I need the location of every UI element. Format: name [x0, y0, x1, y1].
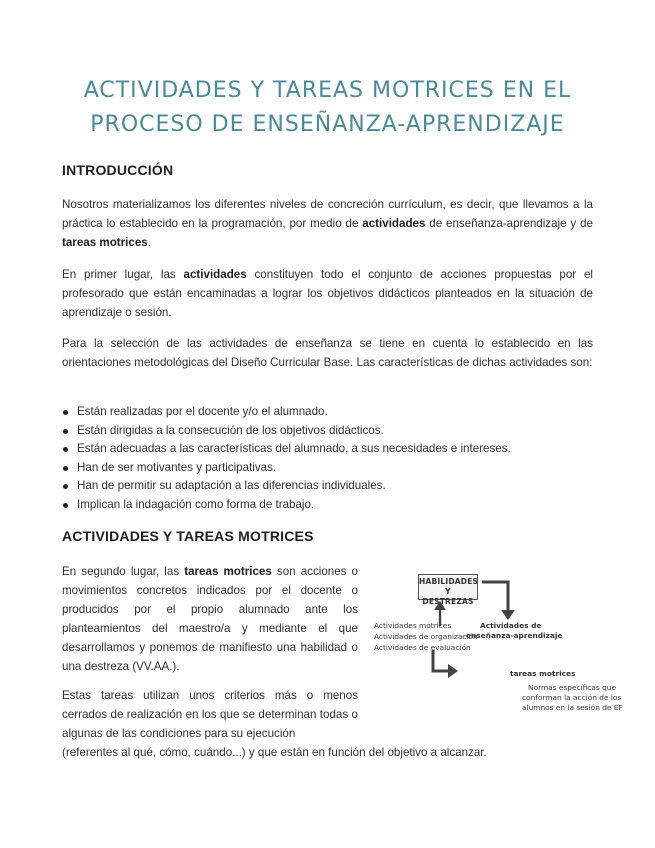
- arrow-head: [448, 664, 458, 678]
- paragraph-tareas-2: Estas tareas utilizan unos criterios más o menos cerrados de realización en los que se determinan todas o algunas de las condiciones para su ejecución: [62, 689, 358, 740]
- list-item: Están realizadas por el docente y/o el alumnado.: [62, 403, 602, 422]
- page-title: [40, 74, 615, 142]
- paragraph-intro-1: [62, 195, 593, 252]
- diagram-tareas-label: tareas motrices: [510, 669, 576, 678]
- paragraph-tareas-2-tail: (referentes al qué, cómo, cuándo...) y que están en función del objetivo a alcanzar.: [62, 746, 487, 759]
- list-item: Han de ser motivantes y participativas.: [62, 459, 602, 478]
- text-run: de enseñanza-aprendizaje y de: [425, 217, 593, 230]
- paragraph-intro-2: [62, 265, 593, 322]
- title-line-1: ACTIVIDADES Y TAREAS MOTRICES EN EL: [83, 78, 572, 103]
- diagram-left-item: Actividades de organización: [374, 632, 478, 641]
- diagram-tareas-desc: alumnos en la sesión de EF: [522, 703, 623, 712]
- skills-box: [418, 574, 479, 606]
- characteristics-list: [62, 403, 602, 515]
- text-run: Nosotros materializamos los diferentes niveles de concreción currículum, es decir, que llevamos a la práctica lo establecido en la programación, por medio de: [62, 198, 593, 230]
- text-run: son acciones o movimientos concretos indicados por el docente o producidos por el propio alumnado ante los planteamientos del maestro/a y mediante el que desarrollamos y ponemos de manifiesto una habilidad o una destreza (VV.AA.).: [62, 565, 359, 673]
- diagram-mid-label: Actividades de: [480, 621, 542, 630]
- title-line-2: PROCESO DE ENSEÑANZA-APRENDIZAJE: [90, 112, 565, 137]
- section-heading-activities: ACTIVIDADES Y TAREAS MOTRICES: [62, 528, 314, 544]
- bold-term: actividades: [183, 268, 247, 281]
- bold-term: actividades: [362, 217, 426, 230]
- diagram-tareas-desc: conforman la acción de los: [522, 693, 622, 702]
- text-run: En segundo lugar, las: [62, 565, 185, 578]
- list-item: Implican la indagación como forma de trabajo.: [62, 496, 602, 515]
- bold-term: tareas motrices: [184, 565, 272, 578]
- text-run: En primer lugar, las: [62, 268, 184, 281]
- diagram-tareas-desc: Normas específicas que: [528, 683, 617, 692]
- diagram-left-item: Actividades motrices: [374, 621, 452, 630]
- bold-term: tareas motrices: [62, 236, 148, 249]
- paragraph-tareas-1: [62, 562, 358, 676]
- arrow-head: [501, 610, 515, 620]
- list-item: Han de permitir su adaptación a las diferencias individuales.: [62, 477, 602, 496]
- text-run: .: [147, 236, 151, 249]
- arrow-down-right: [433, 650, 450, 671]
- section-heading-intro: INTRODUCCIÓN: [62, 162, 174, 178]
- diagram-mid-label: enseñanza-aprendizaje: [466, 631, 563, 640]
- diagram-left-item: Actividades de evaluación: [374, 643, 471, 652]
- box-label: DESTREZAS: [422, 597, 474, 606]
- list-item: Están adecuadas a las características del alumnado, a sus necesidades e intereses.: [62, 440, 602, 459]
- list-item: Están dirigidas a la consecución de los objetivos didácticos.: [62, 422, 602, 441]
- text-run: constituyen todo el conjunto de acciones propuestas por el profesorado que están encaminadas a lograr los objetivos didácticos planteados en la situación de aprendizaje o sesión.: [62, 268, 593, 319]
- arrow-right-down: [482, 582, 508, 612]
- activities-diagram: [370, 568, 623, 718]
- box-label: HABILIDADES Y: [419, 577, 479, 596]
- paragraph-intro-3: Para la selección de las actividades de enseñanza se tiene en cuenta lo establecido en las orientaciones metodológicas del Diseño Curricular Base. Las características de dichas actividades son:: [62, 337, 593, 369]
